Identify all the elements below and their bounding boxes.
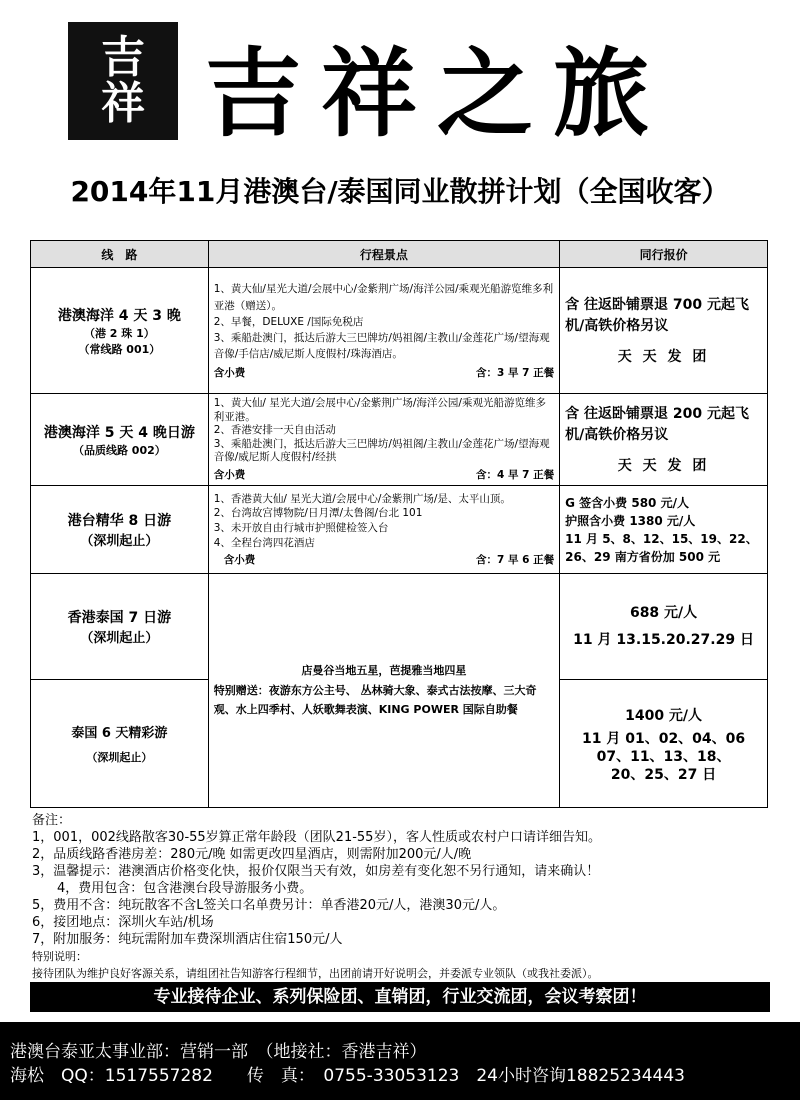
itinerary-cell: [208, 394, 559, 486]
table-header-row: [31, 241, 768, 268]
route-cell: [31, 486, 209, 574]
department-line: 港澳台泰亚太事业部：营销一部 （地接社：香港吉祥）: [10, 1042, 427, 1062]
route-sub: （常线路 001）: [78, 342, 161, 356]
route-name: 港台精华 8 日游: [67, 513, 172, 529]
itinerary-line: 1、黄大仙/星光大道/会展中心/金紫荆广场/海洋公园/乘观光船游览维多利亚港（赠送）。: [213, 283, 554, 312]
itinerary-line: 4、全程台湾四花酒店: [213, 536, 315, 549]
notes-section: [32, 812, 772, 982]
itinerary-line: 1、香港黄大仙/ 星光大道/会展中心/金紫荆广场/是、太平山顶。: [213, 492, 511, 505]
meal-note: 含：4 早 7 正餐: [476, 469, 555, 482]
itinerary-line: 2、早餐，DELUXE /国际免税店: [213, 315, 364, 328]
itinerary-line: 2、台湾故宫博物院/日月潭/太鲁阁/台北 101: [213, 507, 423, 520]
contact-line: 海松 QQ：1517557282 传 真： 0755-33053123 24小时咨询18825234443: [10, 1066, 685, 1086]
table-row: [31, 486, 768, 574]
itinerary-footer: [214, 552, 554, 567]
promo-banner: 专业接待企业、系列保险团、直销团，行业交流团，会议考察团！: [30, 982, 770, 1012]
price-line: 含 往返卧铺票退 700 元起飞机/高铁价格另议: [565, 297, 749, 334]
price-line: 护照含小费 1380 元/人: [565, 513, 696, 528]
route-name: 泰国 6 天精彩游: [71, 726, 168, 741]
price-cell: [560, 680, 768, 808]
itinerary-footer: [214, 467, 554, 482]
route-cell: [31, 574, 209, 680]
itinerary-footer: [214, 365, 554, 380]
itinerary-line: 2、香港安排一天自由活动: [213, 424, 336, 437]
departure-note: 天 天 发 团: [617, 348, 710, 365]
itinerary-cell: [208, 268, 559, 394]
hotel-info: 店曼谷当地五星，芭提雅当地四星: [301, 663, 467, 677]
column-header-route: 线 路: [31, 241, 209, 268]
table-row: [31, 574, 768, 680]
note-item: 6，接团地点：深圳火车站/机场: [32, 915, 214, 930]
departure-dates: 11 月 01、02、04、06: [581, 730, 746, 747]
note-item: 7，附加服务：纯玩需附加车费深圳酒店住宿150元/人: [32, 932, 343, 947]
itinerary-line: 3、未开放自由行城市护照健检签入台: [213, 522, 389, 534]
note-item: 4，费用包含：包含港澳台段导游服务小费。: [57, 881, 313, 896]
notes-title: 备注：: [32, 813, 72, 828]
meal-note: 含：7 早 6 正餐: [476, 554, 555, 567]
note-item: 5，费用不含：纯玩散客不含L签关口名单费另计：单香港20元/人，港澳30元/人。: [32, 898, 506, 913]
route-sub: （深圳起止）: [80, 631, 159, 646]
route-cell: [31, 394, 209, 486]
tip-note: 含小费: [213, 366, 246, 379]
price-line: 含 往返卧铺票退 200 元起飞机/高铁价格另议: [565, 406, 749, 443]
logo-char-1: 吉: [101, 31, 145, 83]
route-cell: [31, 268, 209, 394]
thai-itinerary-cell: [208, 574, 559, 808]
column-header-itinerary: 行程景点: [208, 241, 559, 268]
departure-dates: 11 月 13.15.20.27.29 日: [573, 631, 754, 648]
route-name: 港澳海洋 5 天 4 晚日游: [43, 424, 195, 441]
logo-char-2: 祥: [101, 78, 145, 129]
price-line: G 签含小费 580 元/人: [565, 495, 689, 510]
special-gift: 特别赠送：夜游东方公主号、 丛林骑大象、泰式古法按摩、三大奇观、水上四季村、人妖歌舞表演、KING POWER 国际自助餐: [213, 683, 537, 717]
route-sub: （港 2 珠 1）: [83, 326, 155, 340]
meal-note: 含：3 早 7 正餐: [476, 366, 555, 379]
tip-note: 含小费: [223, 554, 256, 567]
special-title: 特别说明：: [32, 950, 87, 963]
price-cell: [560, 574, 768, 680]
itinerary-line: 1、黄大仙/ 星光大道/会展中心/金紫荆广场/海洋公园/乘观光船游览维多利亚港。: [213, 396, 546, 423]
note-item: 2，品质线路香港房差：280元/晚 如需更改四星酒店，则需附加200元/人/晚: [32, 847, 472, 862]
itinerary-cell: [208, 486, 559, 574]
route-sub: （品质线路 002）: [72, 443, 166, 457]
route-sub: （深圳起止）: [86, 751, 153, 764]
price-cell: [560, 268, 768, 394]
brand-logo: [68, 22, 178, 140]
price-line: 11 月 5、8、12、15、19、22、26、29 南方省份加 500 元: [565, 531, 758, 564]
tip-note: 含小费: [213, 469, 246, 482]
route-name: 港澳海洋 4 天 3 晚: [57, 307, 181, 324]
departure-dates: 07、11、13、18、: [596, 748, 731, 765]
note-item: 3，温馨提示：港澳酒店价格变化快，报价仅限当天有效，如房差有变化恕不另行通知，请来确认！: [32, 864, 600, 879]
tour-plan-table: [30, 240, 768, 808]
itinerary-line: 3、乘船赴澳门，抵达后游大三巴牌坊/妈祖阁/主教山/金莲花广场/望海观音像/威尼斯人度假村/经拱: [213, 437, 550, 464]
table-row: [31, 394, 768, 486]
brand-title: 吉祥之旅: [205, 37, 669, 150]
route-name: 香港泰国 7 日游: [67, 610, 172, 626]
route-sub: （深圳起止）: [80, 534, 159, 549]
departure-dates: 20、25、27 日: [610, 766, 717, 783]
contact-footer: [0, 1022, 800, 1100]
price-cell: [560, 486, 768, 574]
itinerary-line: 3、乘船赴澳门，抵达后游大三巴牌坊/妈祖阁/主教山/金莲花广场/望海观音像/手信店/威尼斯人度假村/珠海酒店。: [213, 332, 550, 361]
departure-note: 天 天 发 团: [617, 457, 710, 474]
page-subtitle: 2014年11月港澳台/泰国同业散拼计划（全国收客）: [70, 175, 730, 208]
price-line: 1400 元/人: [625, 707, 703, 724]
column-header-price: 同行报价: [560, 241, 768, 268]
note-item: 1，001，002线路散客30-55岁算正常年龄段（团队21-55岁），客人性质或农村户口请详细告知。: [32, 830, 601, 845]
price-cell: [560, 394, 768, 486]
table-row: [31, 268, 768, 394]
route-cell: [31, 680, 209, 808]
price-line: 688 元/人: [629, 604, 698, 621]
special-text: 接待团队为维护良好客源关系，请组团社告知游客行程细节，出团前请开好说明会，并委派专业领队（或我社委派）。: [32, 967, 599, 980]
